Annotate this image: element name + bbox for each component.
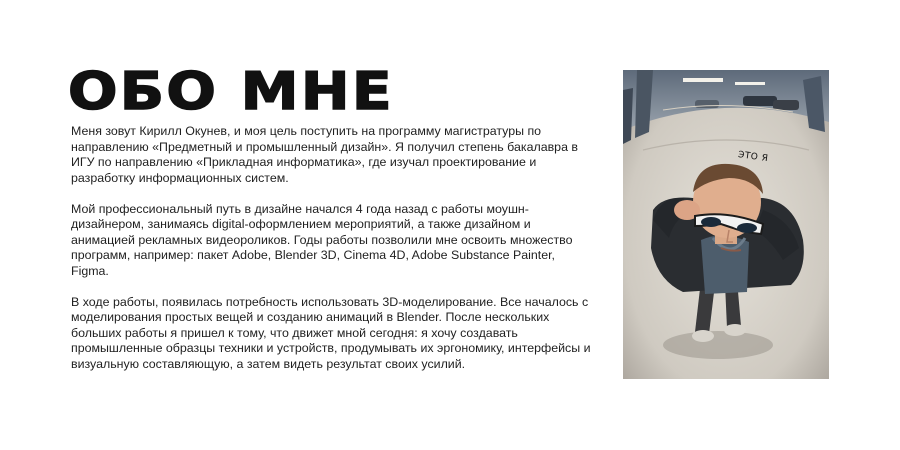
paragraph-career: Мой профессиональный путь в дизайне начался 4 года назад с работы моушн-дизайнером, занимаясь digital-оформлением мероприятий, а также дизайном и анимацией рекламных видеороликов. Годы работы позволили мне освоить множество программ, например: пакет Adobe, Blender 3D, Cinema 4D, Adobe Substance Painter, Figma.: [71, 201, 573, 278]
photo-caption: ЭТО Я: [737, 150, 769, 165]
paragraph-goal: В ходе работы, появилась потребность использовать 3D-моделирование. Все началось с моделирования простых вещей и созданию анимаций в Blender. После нескольких больших работы я пришел к тому, что движет мной сегодня: я хочу создавать промышленные образцы техники и устройств, продумывать их эргономику, интерфейсы и визуальную составляющую, а затем видеть результат своих усилий.: [71, 294, 591, 371]
portrait-photo: [623, 70, 829, 379]
portrait-illustration: [623, 70, 829, 379]
about-text: [71, 124, 591, 388]
page-title: ОБО МНЕ: [68, 62, 394, 122]
paragraph-intro: Меня зовут Кирилл Окунев, и моя цель поступить на программу магистратуры по направлению «Предметный и промышленный дизайн». Я получил степень бакалавра в ИГУ по направлению «Прикладная информатика», где изучал проектирование и разработку информационных систем.: [71, 124, 578, 185]
